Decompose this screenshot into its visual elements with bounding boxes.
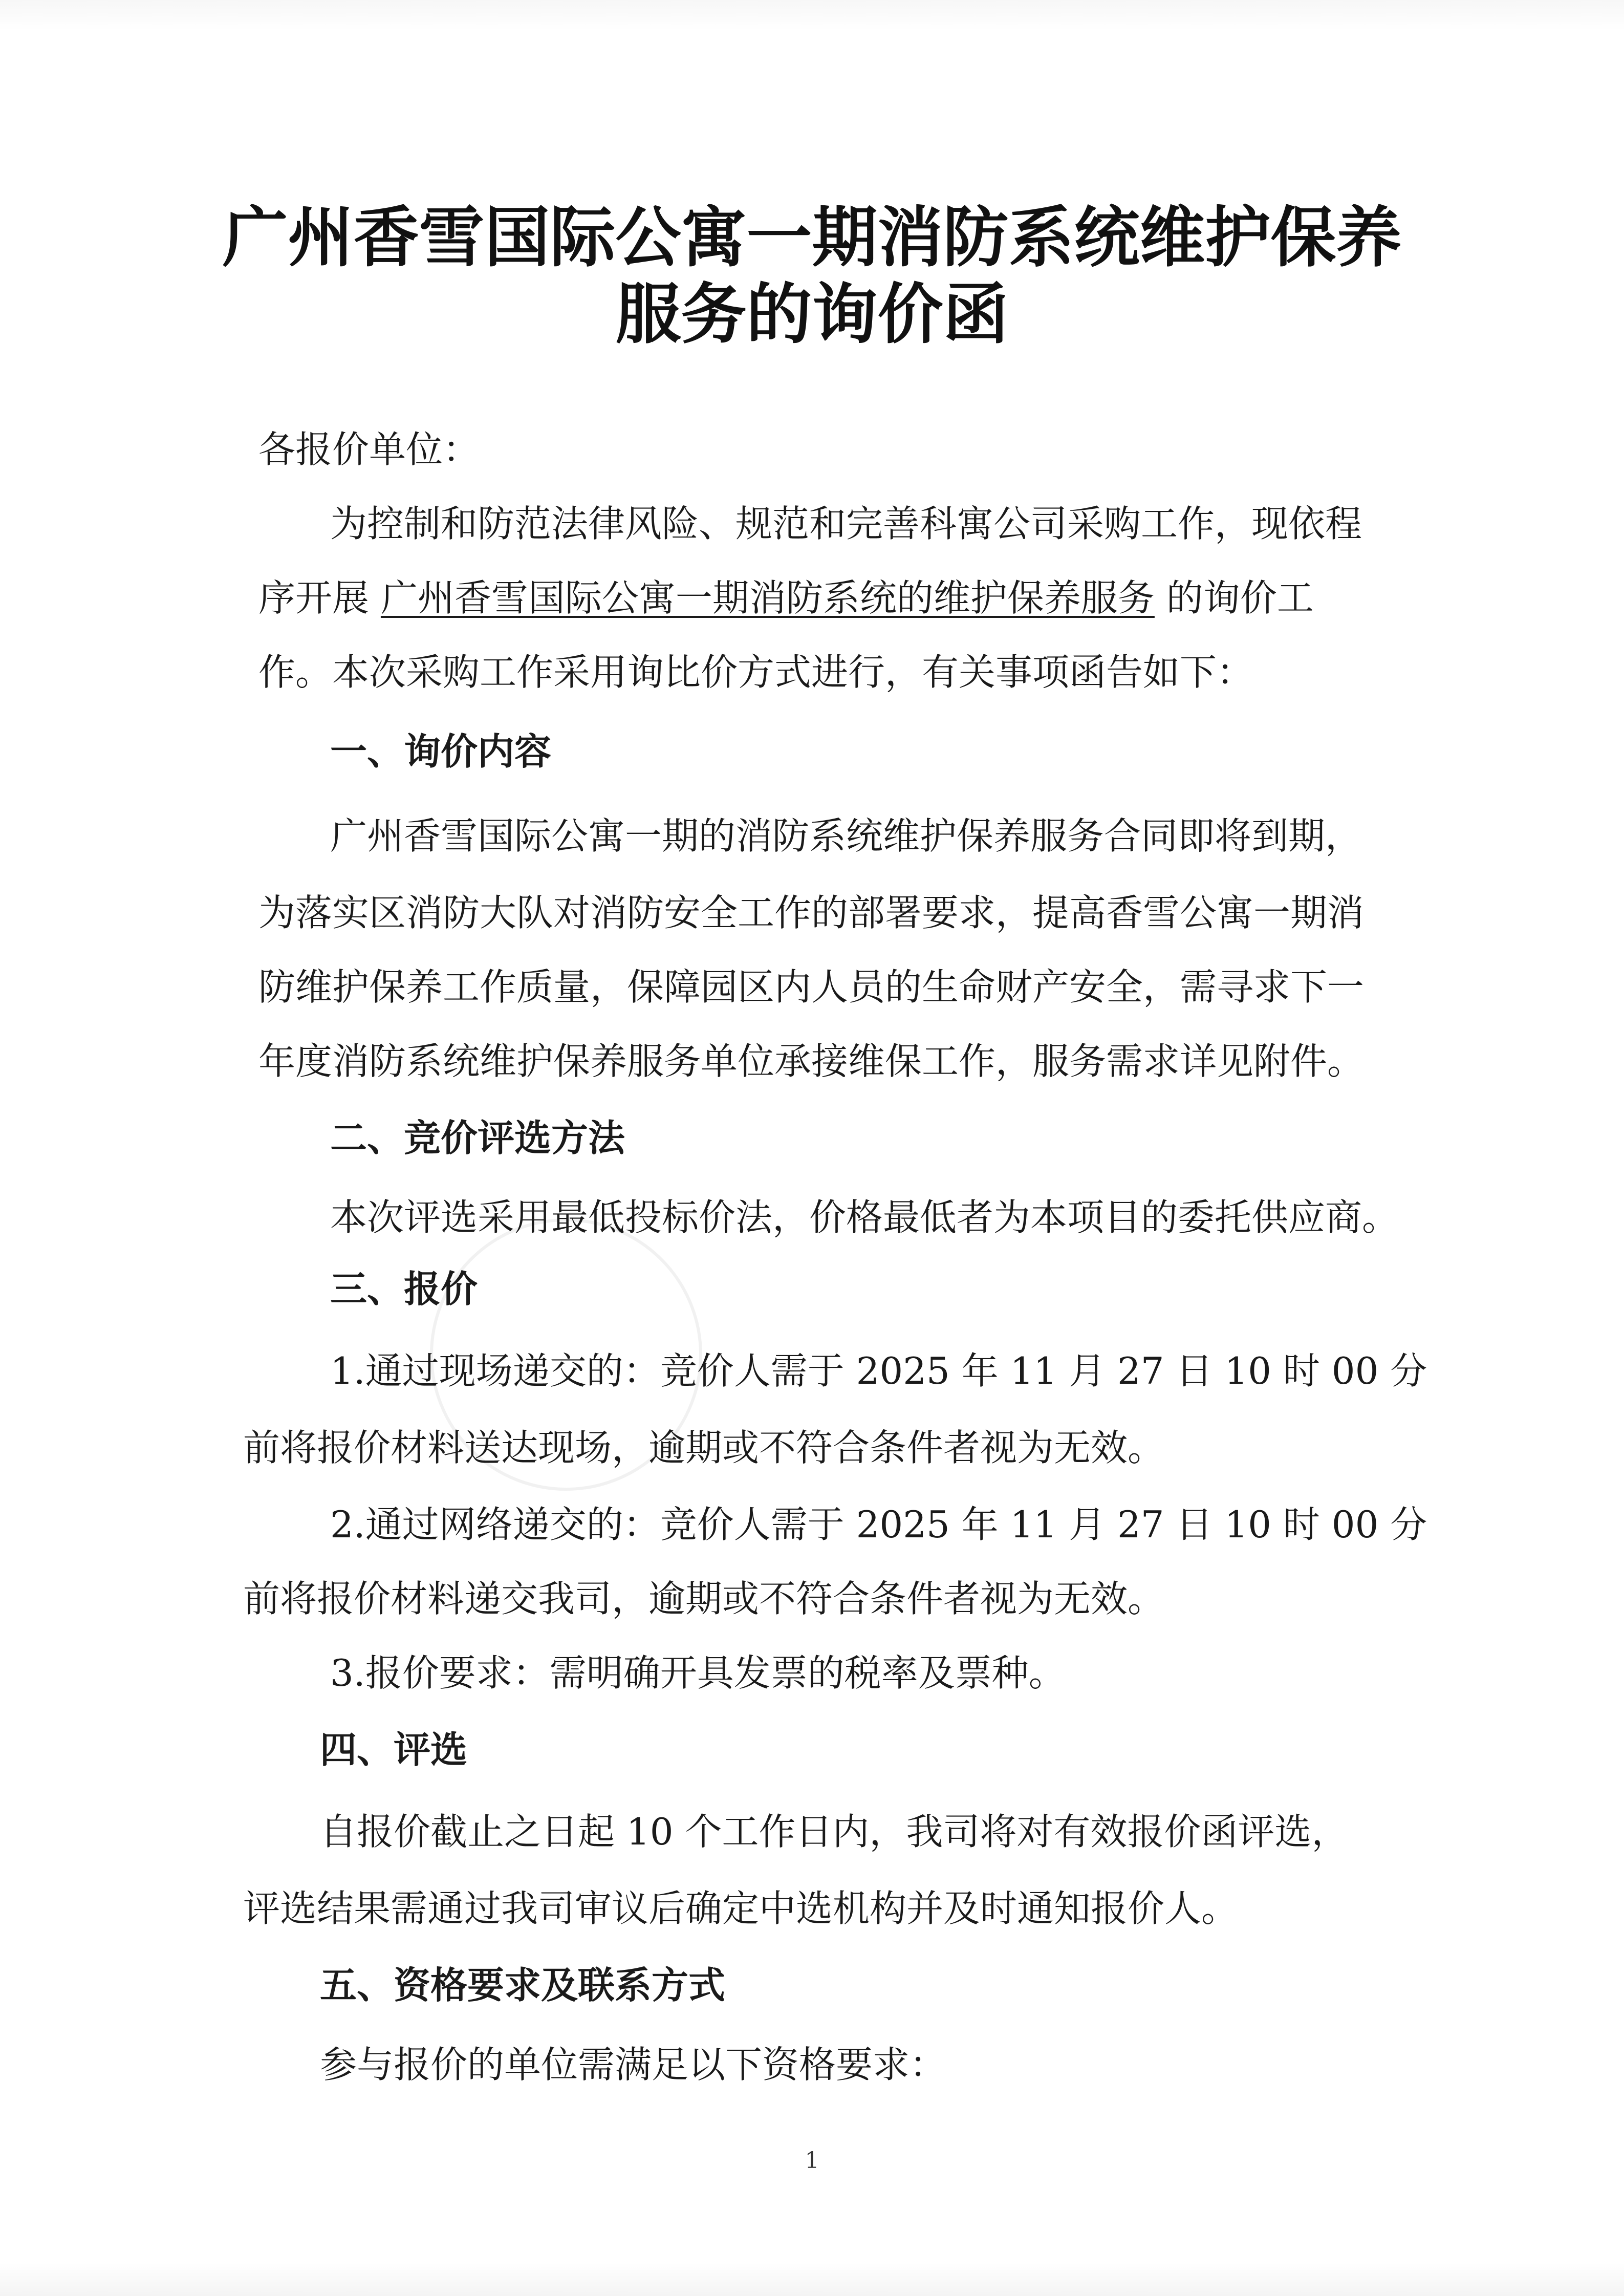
intro-line-2 xyxy=(0,573,1624,623)
section1-line-3: 防维护保养工作质量，保障园区内人员的生命财产安全，需寻求下一 xyxy=(258,965,1365,1008)
section2-heading: 二、竞价评选方法 xyxy=(330,1117,625,1160)
project-name-underlined: 广州香雪国际公寓一期消防系统的维护保养服务 xyxy=(380,576,1155,619)
section3-item3-line-1: 3.报价要求：需明确开具发票的税率及票种。 xyxy=(330,1651,1066,1694)
section4-line-2: 评选结果需通过我司审议后确定中选机构并及时通知报价人。 xyxy=(243,1887,1239,1930)
intro-line-2-prefix: 序开展 xyxy=(258,576,370,619)
section1-line-4: 年度消防系统维护保养服务单位承接维保工作，服务需求详见附件。 xyxy=(258,1040,1365,1083)
section1-line-1: 广州香雪国际公寓一期的消防系统维护保养服务合同即将到期， xyxy=(330,814,1362,857)
section3-item2-line-2: 前将报价材料递交我司，逾期或不符合条件者视为无效。 xyxy=(243,1577,1165,1620)
page-number: 1 xyxy=(805,2148,819,2174)
intro-line-1: 为控制和防范法律风险、规范和完善科寓公司采购工作，现依程 xyxy=(330,502,1362,545)
section1-heading: 一、询价内容 xyxy=(330,730,552,773)
intro-line-2-suffix: 的询价工 xyxy=(1166,576,1314,619)
salutation: 各报价单位： xyxy=(258,428,480,471)
document-title-line2: 服务的询价函 xyxy=(615,276,1009,353)
section5-heading: 五、资格要求及联系方式 xyxy=(320,1964,726,2007)
section4-line-1: 自报价截止之日起 10 个工作日内，我司将对有效报价函评选， xyxy=(320,1810,1349,1853)
section3-item1-line-2: 前将报价材料送达现场，逾期或不符合条件者视为无效。 xyxy=(243,1426,1165,1469)
section3-heading: 三、报价 xyxy=(330,1268,478,1311)
section3-item1-line-1: 1.通过现场递交的：竞价人需于 2025 年 11 月 27 日 10 时 00 分 xyxy=(330,1349,1427,1392)
section4-heading: 四、评选 xyxy=(320,1728,468,1771)
section2-line-1: 本次评选采用最低投标价法，价格最低者为本项目的委托供应商。 xyxy=(330,1196,1399,1239)
section3-item2-line-1: 2.通过网络递交的：竞价人需于 2025 年 11 月 27 日 10 时 00 分 xyxy=(330,1503,1427,1546)
intro-line-3: 作。本次采购工作采用询比价方式进行，有关事项函告如下： xyxy=(258,651,1254,694)
section1-line-2: 为落实区消防大队对消防安全工作的部署要求，提高香雪公寓一期消 xyxy=(258,891,1365,934)
document-title-line1: 广州香雪国际公寓一期消防系统维护保养 xyxy=(222,200,1402,276)
section5-line-1: 参与报价的单位需满足以下资格要求： xyxy=(320,2043,947,2086)
